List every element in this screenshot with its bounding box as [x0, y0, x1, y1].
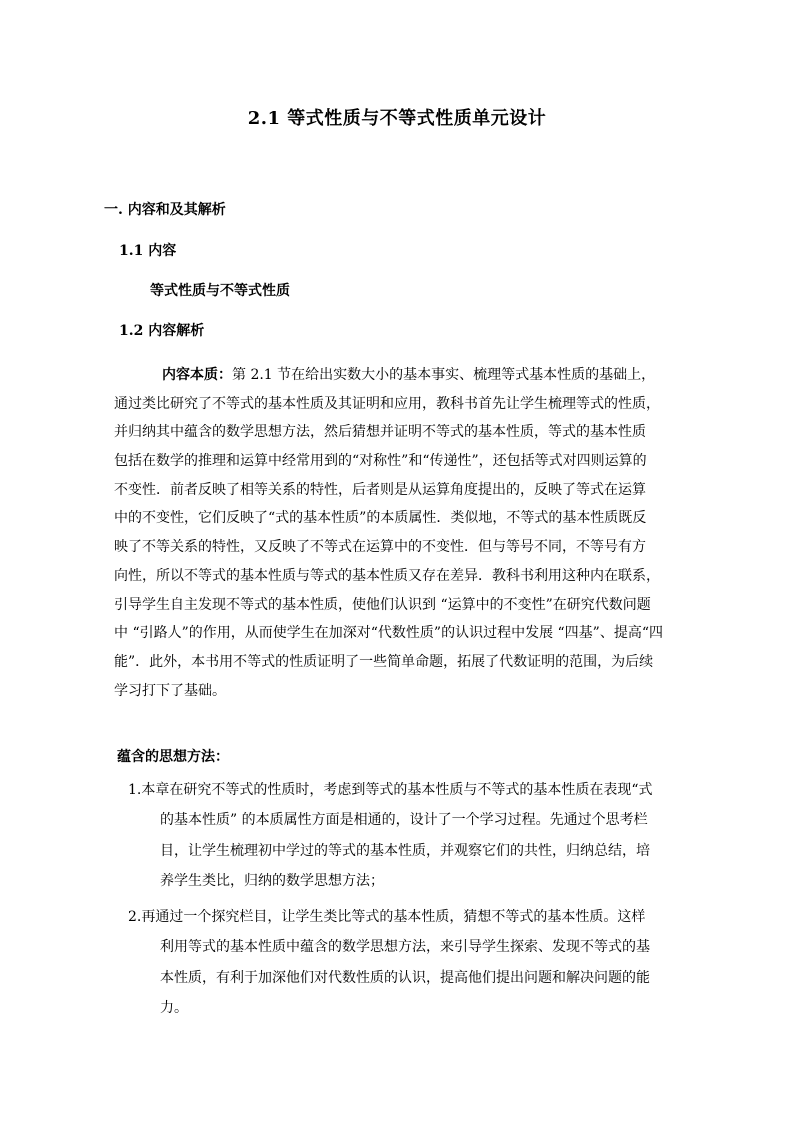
list-line: 利用等式的基本性质中蕴含的数学思想方法，来引导学生探索、发现不等式的基 [160, 939, 650, 956]
list-line: 的基本性质” 的本质属性方面是相通的，设计了一个学习过程。先通过个思考栏 [160, 812, 648, 829]
paragraph-line: 并归纳其中蕴含的数学思想方法，然后猜想并证明不等式的基本性质，等式的基本性质 [114, 424, 646, 441]
paragraph-line: 学习打下了基础。 [114, 682, 226, 699]
paragraph-line: 能”．此外，本书用不等式的性质证明了一些简单命题，拓展了代数证明的范围，为后续 [114, 653, 654, 670]
paragraph-line: 中 “引路人”的作用，从而使学生在加深对“代数性质”的认识过程中发展 “四基”、提高“四 [114, 625, 663, 642]
section-heading-1: 一. 内容和及其解析 [104, 202, 226, 218]
method-list-item [128, 902, 728, 1024]
section-heading-1-1: 1.1 内容 [119, 243, 177, 259]
section-heading-1-2: 1.2 内容解析 [119, 323, 205, 339]
list-line: 本性质，有利于加深他们对代数性质的认识，提高他们提出问题和解决问题的能 [160, 969, 650, 986]
paragraph-line: 通过类比研究了不等式的基本性质及其证明和应用，教科书首先让学生梳理等式的性质， [114, 395, 660, 412]
paragraph-line: 不变性．前者反映了相等关系的特性，后者则是从运算角度提出的，反映了等式在运算 [114, 481, 646, 498]
list-line: 养学生类比，归纳的数学思想方法； [160, 873, 384, 890]
paragraph-line: 包括在数学的推理和运算中经常用到的“对称性”和“传递性”，还包括等式对四则运算的 [114, 453, 647, 470]
essence-lead: 内容本质： [162, 367, 232, 383]
paragraph-line: 向性，所以不等式的基本性质与等式的基本性质又存在差异．教科书利用这种内在联系， [114, 567, 660, 584]
list-line: 目，让学生梳理初中学过的等式的基本性质，并观察它们的共性，归纳总结，培 [160, 842, 650, 859]
paragraph-line: 内容本质：第 2.1 节在给出实数大小的基本事实、梳理等式基本性质的基础上， [162, 367, 656, 383]
list-line: 1.本章在研究不等式的性质时，考虑到等式的基本性质与不等式的基本性质在表现“式 [128, 782, 653, 798]
paragraph-line: 引导学生自主发现不等式的基本性质，使他们认识到 “运算中的不变性”在研究代数问题 [114, 596, 651, 613]
content-essence-paragraph [114, 361, 734, 705]
paragraph-line: 映了不等关系的特性，又反映了不等式在运算中的不变性．但与等号不同，不等号有方 [114, 539, 646, 556]
section-1-1-content: 等式性质与不等式性质 [150, 283, 290, 299]
page-title: 2.1 等式性质与不等式性质单元设计 [247, 108, 547, 129]
paragraph-line: 中的不变性，它们反映了“式的基本性质”的本质属性．类似地，不等式的基本性质既反 [114, 510, 647, 527]
list-line: 2.再通过一个探究栏目，让学生类比等式的基本性质，猜想不等式的基本性质。这样 [128, 909, 646, 925]
list-line: 力。 [160, 1000, 188, 1017]
methods-heading: 蕴含的思想方法： [117, 749, 229, 765]
method-list-item [128, 775, 728, 897]
